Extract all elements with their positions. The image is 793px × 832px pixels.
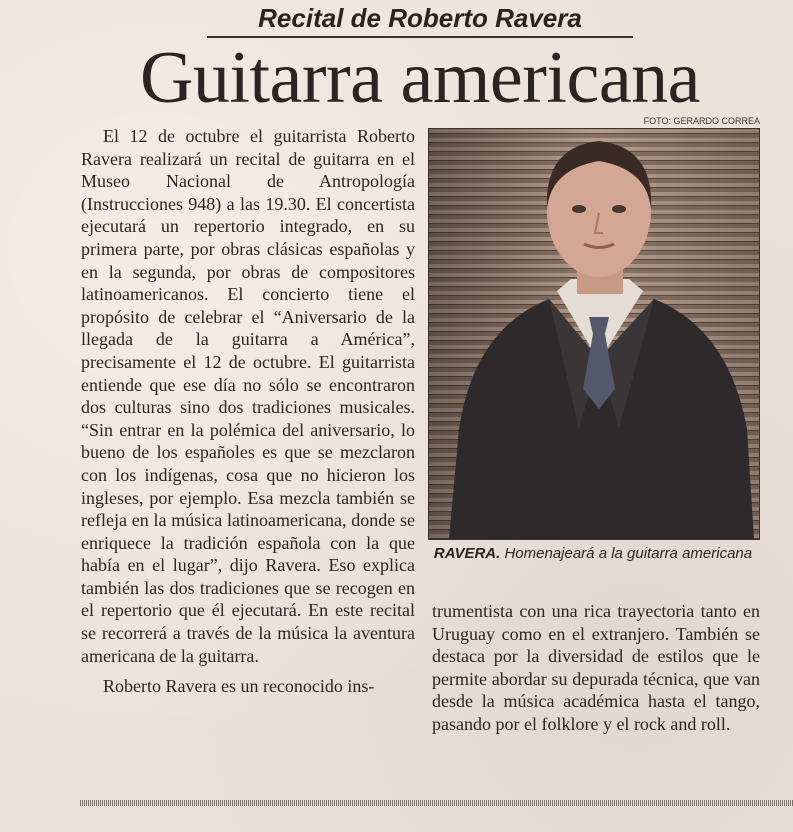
photo-caption [428, 545, 758, 589]
article-column-2 [432, 600, 760, 736]
bottom-rule [80, 800, 793, 806]
portrait-photo [428, 128, 760, 540]
article-paragraph-1: El 12 de octubre el guitarrista Roberto Ravera realizará un recital de guitarra en el Museo Nacional de Antropología (Instrucciones 948) a las 19.30. El concertista ejecutará un repertorio integrado, en su primera parte, por obras clásicas españolas y en la segunda, por obras de compositores latinoamericanos. El concierto tiene el propósito de celebrar el “Aniversario de la llegada de la guitarra a América”, precisamente el 12 de octubre. El guitarrista entiende que ese día no sólo se encontraron dos culturas sino dos tradiciones musicales. “Sin entrar en la polémica del aniversario, lo bueno de los españoles es que se mezclaron con los indígenas, cosa que no hicieron los ingleses, por ejemplo. Esa mezcla también se refleja en la música latinoamericana, donde se enriquece la tradición española con la que había en el lugar”, dijo Ravera. Eso explica también las dos tradiciones que se recogen en el repertorio que él ejecutará. En este recital se recorrerá a través de la música la aventura americana de la guitarra. [81, 126, 415, 666]
article-kicker: Recital de Roberto Ravera [207, 2, 633, 38]
article-column-1 [81, 125, 415, 698]
article-paragraph-3: trumentista con una rica trayectoria tanto en Uruguay como en el extranjero. También se destaca por la diversidad de estilos que le permite abordar su depurada técnica, que van desde la música académica hasta el tango, pasando por el folklore y el rock and roll. [432, 601, 760, 734]
photo-credit: FOTO: GERARDO CORREA [643, 116, 760, 126]
article-paragraph-2: Roberto Ravera es un reconocido ins- [103, 676, 375, 697]
caption-text: Homenajeará a la guitarra americana [504, 545, 753, 562]
caption-lead: RAVERA. [433, 545, 501, 562]
article-headline: Guitarra americana [139, 37, 701, 119]
